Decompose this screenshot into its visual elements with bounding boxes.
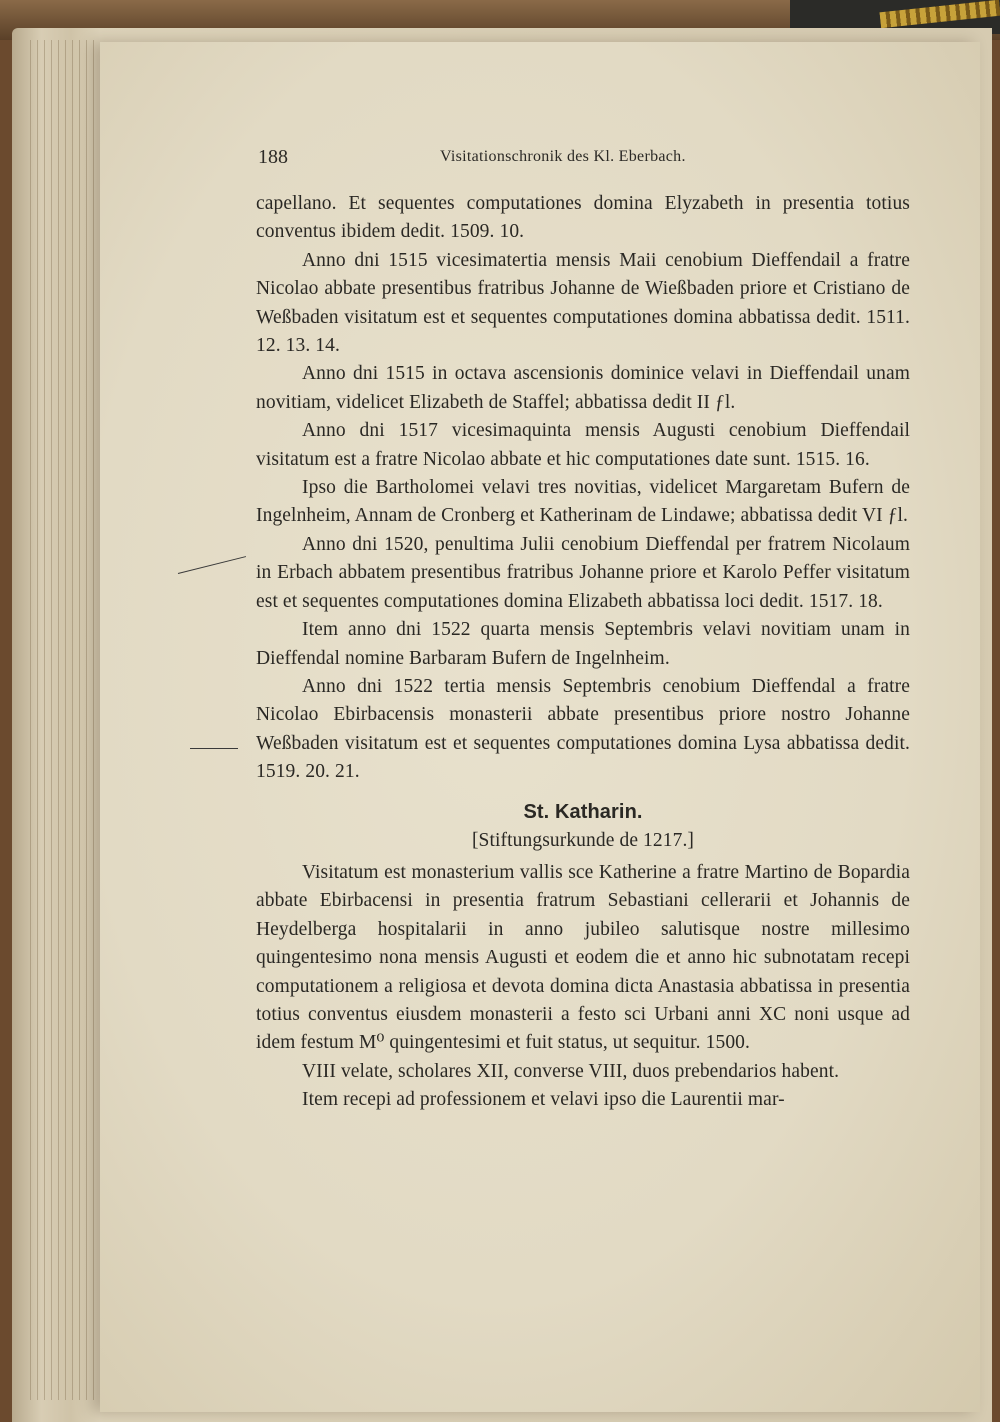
section-subtitle: [Stiftungsurkunde de 1217.] [471, 829, 695, 851]
margin-pencil-mark [190, 748, 238, 749]
section-title: St. Katharin. [523, 800, 643, 823]
paragraph: Anno dni 1522 tertia mensis Septembris cenobium Dieffendal a fratre Nicolao Ebirbacensis monasterii abbate presentibus priore nostro Johanne Weßbaden visitatum est et sequentes computationes domina Lysa abbatissa dedit. 1519. 20. 21. [256, 675, 910, 783]
paragraph: Anno dni 1515 in octava ascensionis dominice velavi in Dieffendail unam novitiam, videlicet Elizabeth de Staffel; abbatissa dedit II ƒl. [256, 363, 910, 413]
running-title: Visitationschronik des Kl. Eberbach. [440, 148, 686, 165]
page-number: 188 [258, 146, 288, 168]
paragraph: Item anno dni 1522 quarta mensis Septembris velavi novitiam unam in Dieffendal nomine Barbaram Bufern de Ingelnheim. [256, 619, 910, 669]
paragraph: VIII velate, scholares XII, converse VIII, duos prebendarios habent. [302, 1060, 840, 1082]
page-edges [30, 40, 100, 1400]
paragraph: Visitatum est monasterium vallis sce Katherine a fratre Martino de Bopardia abbate Ebirbacensi in presentia fratrum Sebastiani cellerarii et Johannis de Heydelberga hospitalarii in anno jubileo salutisque nostre millesimo quingentesimo nona mensis Augusti et eodem die et anno hic subnotatam recepi computationem a religiosa et devota domina dicta Anastasia abbatissa in presentia totius conventus eiusdem monasterii a festo sci Urbani anni XC noni usque ad idem festum M⁰ quingentesimi et fuit status, ut sequitur. 1500. [256, 861, 910, 1054]
body-text [256, 190, 910, 1115]
page-header [258, 146, 918, 172]
paragraph: capellano. Et sequentes computationes domina Elyzabeth in presentia totius conventus ibidem dedit. 1509. 10. [256, 193, 910, 243]
paragraph: Anno dni 1515 vicesimatertia mensis Maii cenobium Dieffendail a fratre Nicolao abbate presentibus fratribus Johanne de Wießbaden priore et Cristiano de Weßbaden visitatum est et sequentes computationes domina abbatissa dedit. 1511. 12. 13. 14. [256, 249, 910, 357]
paragraph: Anno dni 1517 vicesimaquinta mensis Augusti cenobium Dieffendail visitatum est a fratre Nicolao abbate et hic computationes date sunt. 1515. 16. [256, 420, 910, 470]
paragraph: Ipso die Bartholomei velavi tres novitias, videlicet Margaretam Bufern de Ingelnheim, Annam de Cronberg et Katherinam de Lindawe; abbatissa dedit VI ƒl. [256, 477, 910, 527]
paragraph: Item recepi ad professionem et velavi ipso die Laurentii mar- [302, 1089, 785, 1111]
paragraph: Anno dni 1520, penultima Julii cenobium Dieffendal per fratrem Nicolaum in Erbach abbatem presentibus fratribus Johanne priore et Karolo Peffer visitatum est et sequentes computationes domina Elizabeth abbatissa loci dedit. 1517. 18. [256, 533, 910, 612]
